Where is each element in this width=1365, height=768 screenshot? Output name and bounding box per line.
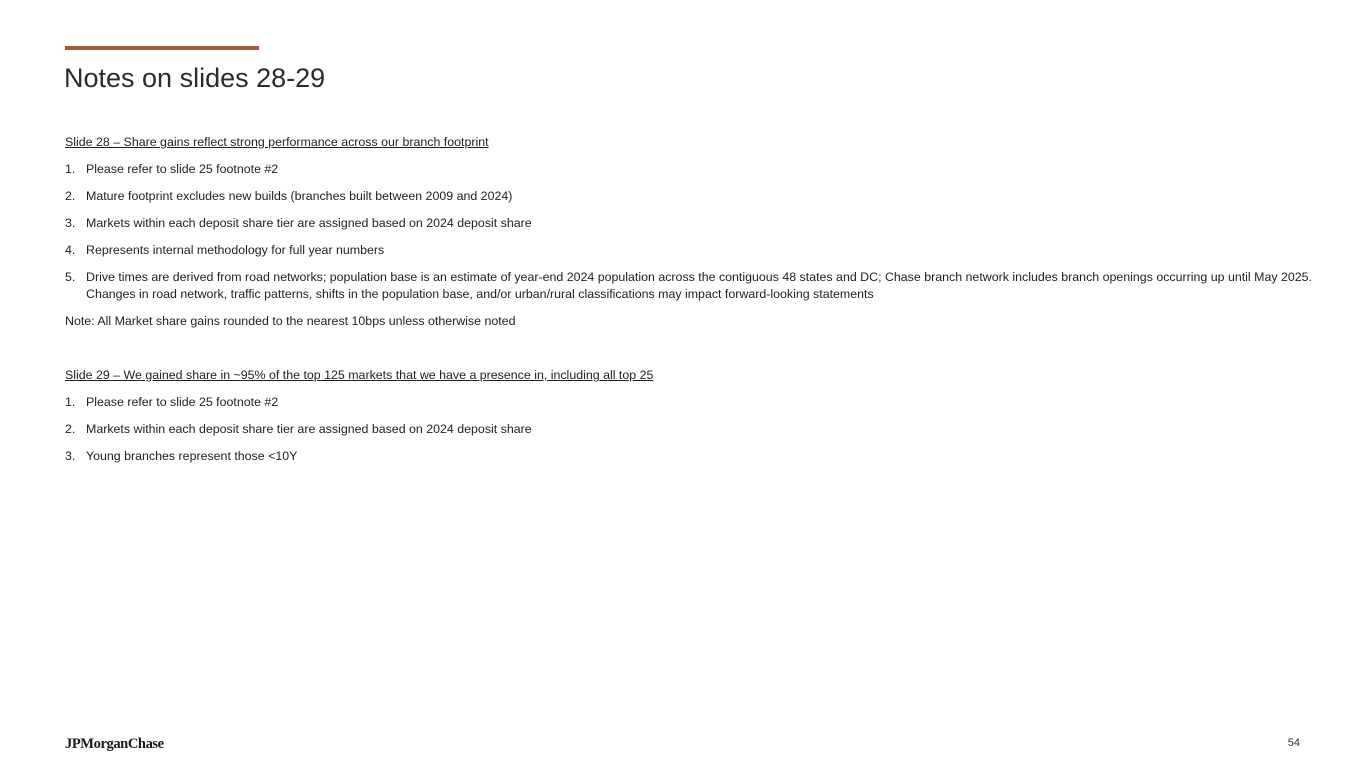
list-item bbox=[65, 448, 1330, 465]
list-item-number: 1. bbox=[65, 395, 76, 409]
list-item bbox=[65, 215, 1330, 232]
list-item-number: 5. bbox=[65, 270, 76, 284]
list-item-number: 2. bbox=[65, 422, 76, 436]
list-item-text: Markets within each deposit share tier are assigned based on 2024 deposit share bbox=[86, 216, 532, 230]
list-item-text: Young branches represent those <10Y bbox=[86, 449, 298, 463]
list-item bbox=[65, 188, 1330, 205]
jpmorganchase-logo: JPMorganChase bbox=[65, 736, 164, 752]
list-item-number: 3. bbox=[65, 449, 76, 463]
list-item-number: 4. bbox=[65, 243, 76, 257]
page-number: 54 bbox=[1287, 737, 1300, 749]
list-item-text: Represents internal methodology for full year numbers bbox=[86, 243, 385, 257]
list-item-number: 1. bbox=[65, 162, 76, 176]
list-item-text: Please refer to slide 25 footnote #2 bbox=[86, 395, 279, 409]
list-item bbox=[65, 394, 1330, 411]
list-item-text: Markets within each deposit share tier are assigned based on 2024 deposit share bbox=[86, 422, 532, 436]
list-item-number: 2. bbox=[65, 189, 76, 203]
section-heading-slide-29: Slide 29 – We gained share in ~95% of the top 125 markets that we have a presence in, including all top 25 bbox=[65, 368, 654, 382]
list-item-number: 3. bbox=[65, 216, 76, 230]
list-item bbox=[65, 242, 1330, 259]
page-title: Notes on slides 28-29 bbox=[64, 63, 326, 93]
title-accent-bar bbox=[65, 46, 259, 50]
list-item bbox=[65, 269, 1330, 303]
list-item bbox=[65, 161, 1330, 178]
list-item-text: Mature footprint excludes new builds (branches built between 2009 and 2024) bbox=[86, 189, 513, 203]
section-heading-slide-28: Slide 28 – Share gains reflect strong performance across our branch footprint bbox=[65, 135, 489, 149]
list-item-text: Please refer to slide 25 footnote #2 bbox=[86, 162, 279, 176]
list-item-text: Drive times are derived from road networks; population base is an estimate of year-end 2024 population across the contiguous 48 states and DC; Chase branch network includes branch openings occurring up until May 2025. Changes in road network, traffic patterns, shifts in the population base, and/or urban/rural classifications may impact forward-looking statements bbox=[86, 270, 1312, 301]
market-share-note: Note: All Market share gains rounded to the nearest 10bps unless otherwise noted bbox=[65, 314, 516, 328]
list-item bbox=[65, 421, 1330, 438]
